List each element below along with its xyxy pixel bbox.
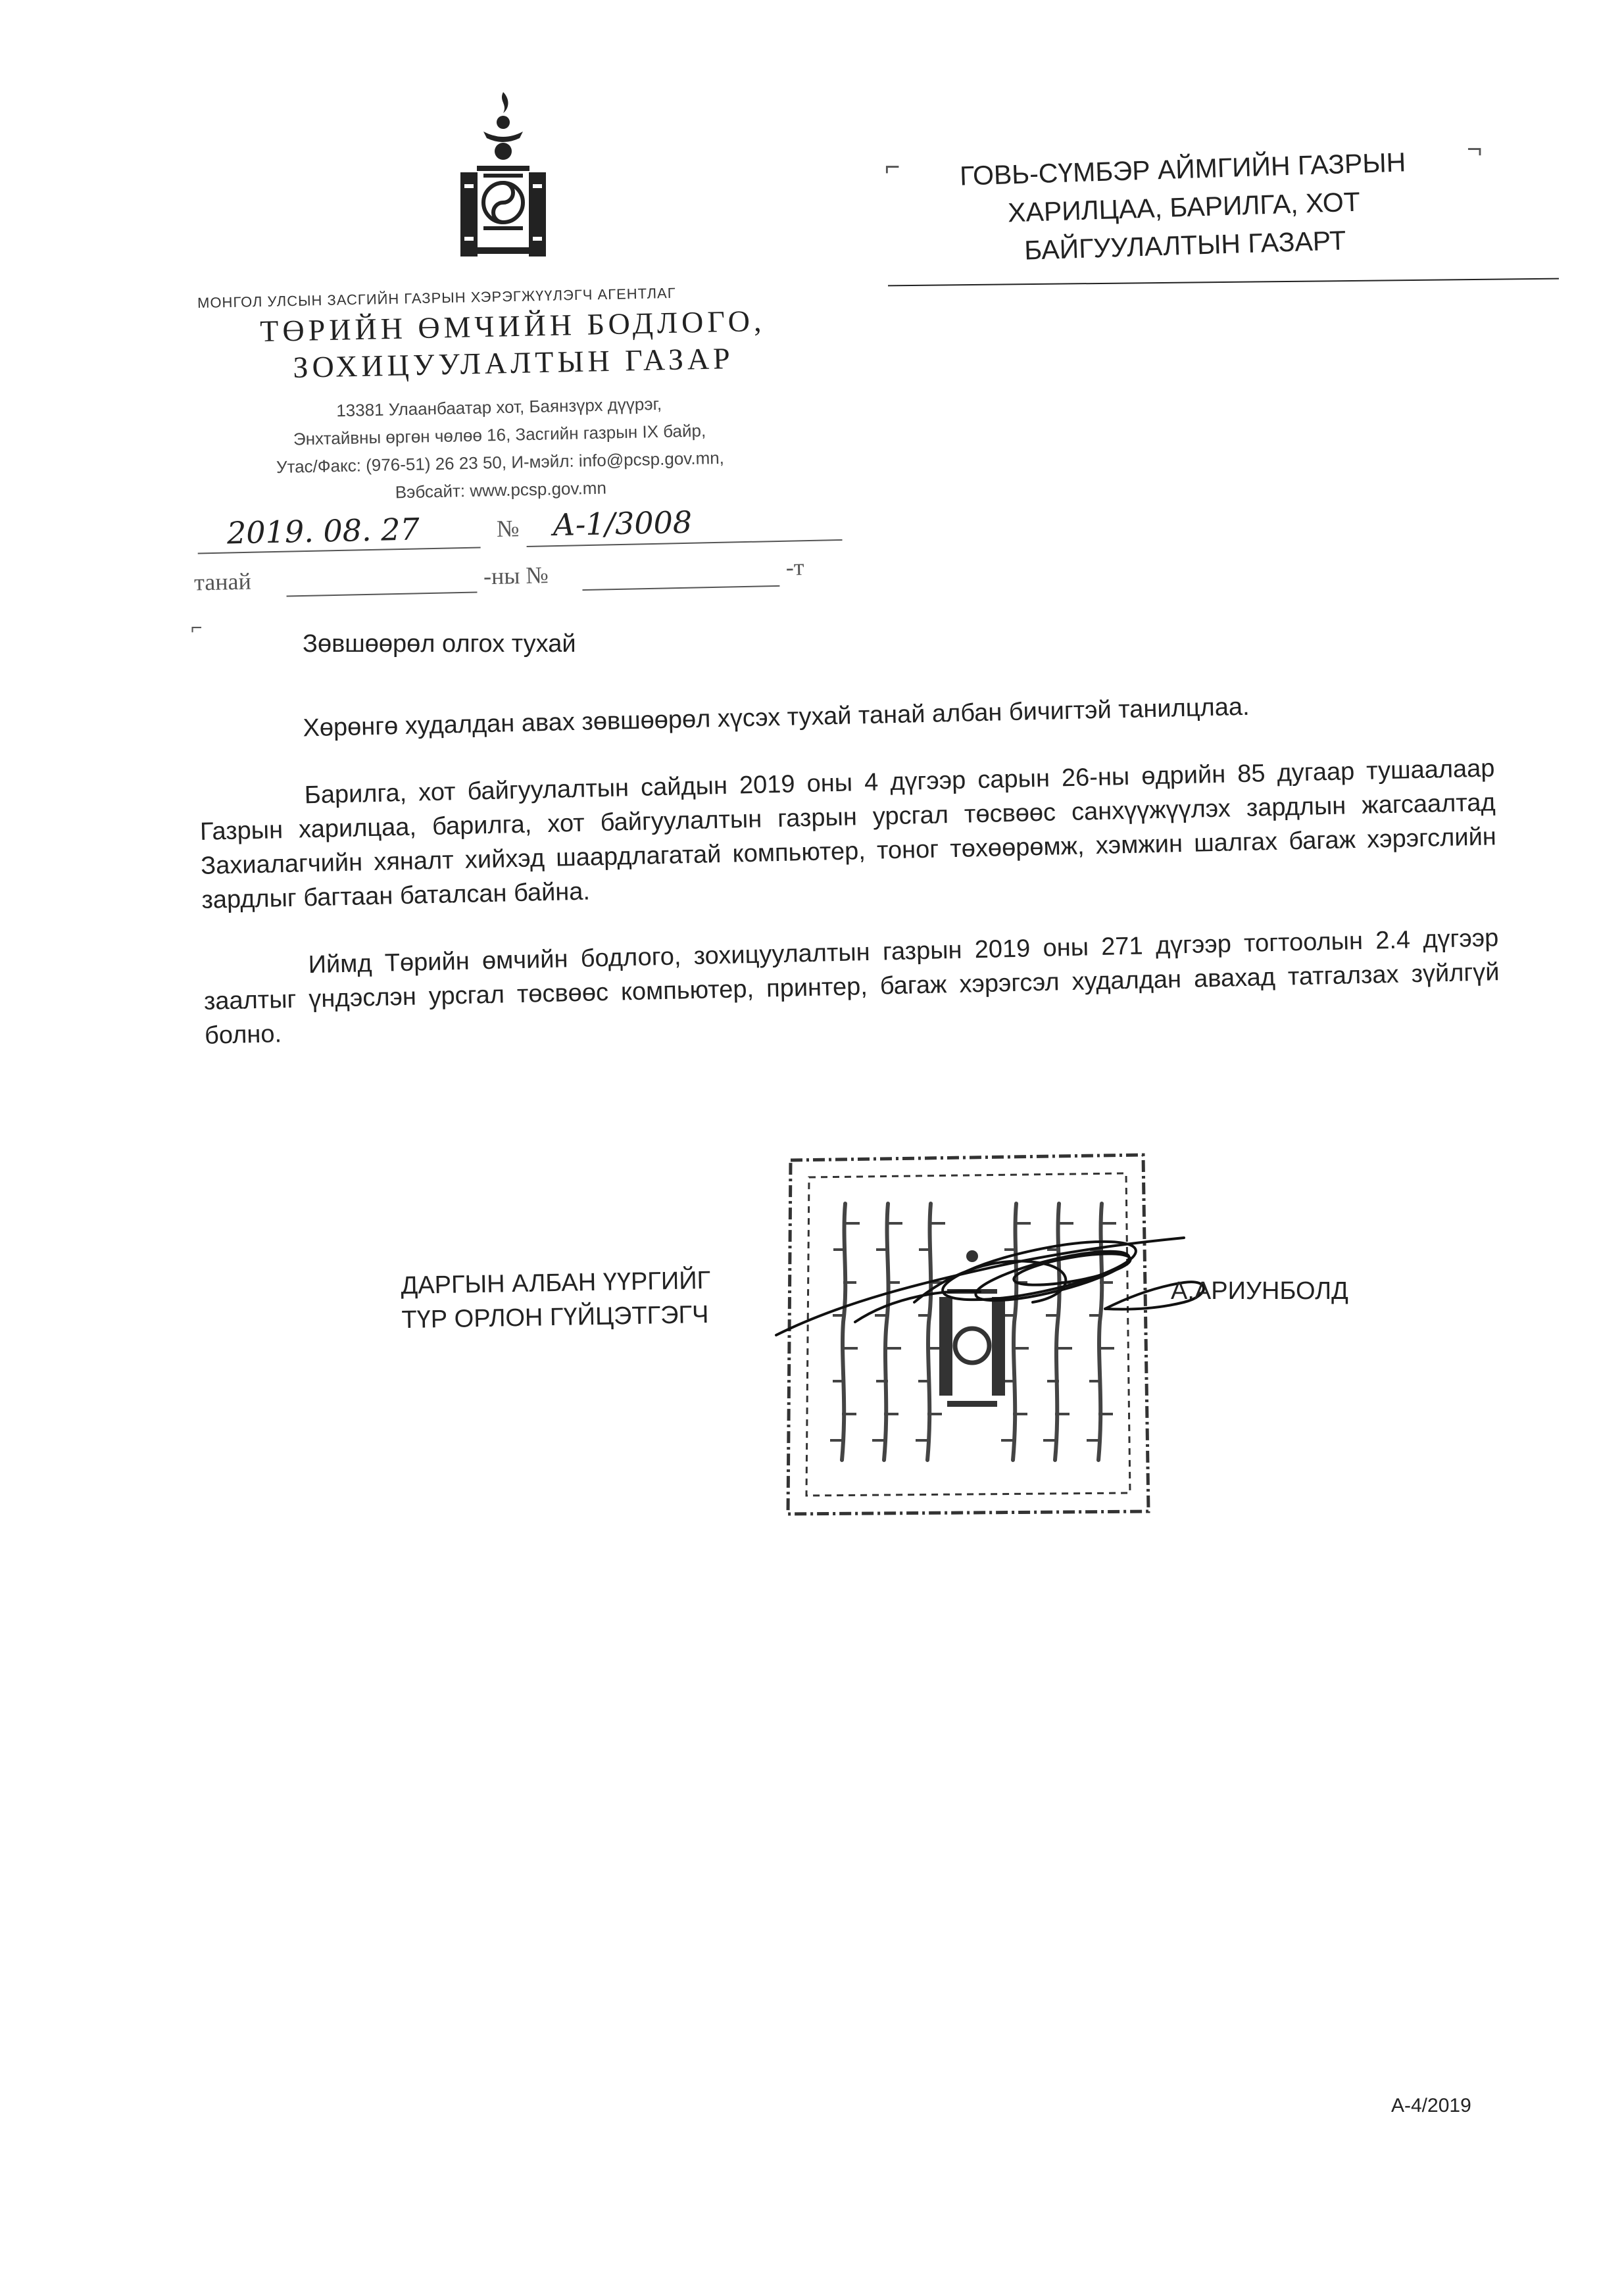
signatory-role-line2: ТҮР ОРЛОН ГҮЙЦЭТГЭГЧ bbox=[401, 1300, 709, 1334]
signatory-name: А.АРИУНБОЛД bbox=[1171, 1277, 1348, 1305]
your-date-underline bbox=[287, 591, 478, 597]
suffix-label: -т bbox=[785, 554, 804, 581]
reference-row-outgoing bbox=[197, 501, 855, 554]
of-number-label: -ны № bbox=[483, 562, 549, 590]
agency-address bbox=[196, 387, 803, 510]
letter-body bbox=[197, 684, 1501, 1086]
document-form-code: А-4/2019 bbox=[1391, 2095, 1471, 2116]
corner-mark-right: ¬ bbox=[1467, 135, 1483, 164]
body-paragraph: Хөрөнгө худалдан авах зөвшөөрөл хүсэх тухай танай албан бичигтэй танилцлаа. bbox=[303, 693, 1250, 743]
body-paragraph: Иймд Төрийн өмчийн бодлого, зохицуулалтын газрын 2019 оны 271 дүгээр тогтоолын 2.4 дүгээр заалтыг үндэслэн урсгал төсвөөс компьютер, принтер, багаж хэрэгсэл худалдан авахад татгалзах зүйлгүй болно. bbox=[203, 924, 1500, 1050]
reference-date: 2019. 08. 27 bbox=[226, 511, 420, 551]
agency-title-line2: ЗОХИЦУУЛАЛТЫН ГАЗАР bbox=[292, 341, 735, 385]
signatory-role-line1: ДАРГЫН АЛБАН ҮҮРГИЙГ bbox=[401, 1266, 711, 1300]
letter-subject: Зөвшөөрөл олгох тухай bbox=[303, 630, 576, 658]
your-label: танай bbox=[193, 568, 252, 596]
address-line: Энхтайвны өргөн чөлөө 16, Засгийн газрын IX байр, bbox=[293, 420, 706, 449]
agency-title bbox=[216, 302, 810, 388]
signatory-role bbox=[401, 1263, 711, 1337]
recipient-line: ГОВЬ-СҮМБЭР АЙМГИЙН ГАЗРЫН bbox=[959, 147, 1406, 191]
corner-mark-left: ⌐ bbox=[885, 153, 900, 182]
your-number-underline bbox=[582, 585, 779, 591]
recipient-line: ХАРИЛЦАА, БАРИЛГА, ХОТ bbox=[1007, 186, 1361, 228]
agency-title-line1: ТӨРИЙН ӨМЧИЙН БОДЛОГО, bbox=[259, 303, 766, 349]
recipient-line: БАЙГУУЛАЛТЫН ГАЗАРТ bbox=[1023, 225, 1347, 266]
address-line: Вэбсайт: www.pcsp.gov.mn bbox=[395, 477, 607, 502]
state-emblem-icon bbox=[447, 92, 559, 263]
recipient-underline bbox=[888, 278, 1559, 287]
subject-corner-mark: ⌐ bbox=[191, 617, 203, 639]
agency-supertitle: МОНГОЛ УЛСЫН ЗАСГИЙН ГАЗРЫН ХЭРЭГЖҮҮЛЭГЧ АГЕНТЛАГ bbox=[197, 284, 676, 312]
recipient-block bbox=[893, 141, 1475, 274]
reference-row-incoming bbox=[193, 550, 852, 603]
reference-number: А-1/3008 bbox=[552, 504, 693, 543]
address-line: 13381 Улаанбаатар хот, Баянзүрх дүүрэг, bbox=[335, 393, 662, 421]
number-sign: № bbox=[496, 515, 520, 542]
address-line: Утас/Факс: (976-51) 26 23 50, И-мэйл: info@pcsp.gov.mn, bbox=[276, 447, 725, 477]
body-paragraph: Барилга, хот байгуулалтын сайдын 2019 оны 4 дүгээр сарын 26-ны өдрийн 85 дугаар тушаалаар Газрын харилцаа, барилга, хот байгуулалтын газрын урсгал төсвөөс санхүүжүүлэх зардлын жагсаалтад Захиалагчийн хяналт хийхэд шаардлагатай компьютер, тоног төхөөрөмж, хэмжин шалгах багаж хэрэгслийн зардлыг багтаан баталсан байна. bbox=[199, 754, 1497, 914]
